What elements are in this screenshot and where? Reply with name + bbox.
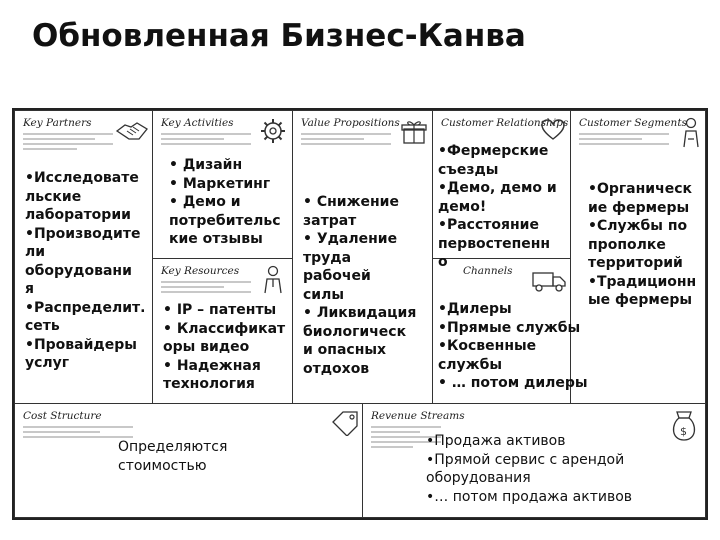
list-item: стоимостью bbox=[118, 457, 207, 474]
block-header: Customer Relationships bbox=[441, 117, 569, 129]
list-item: съезды bbox=[438, 161, 499, 178]
list-item: •Прямые службы bbox=[438, 319, 581, 336]
list-item: • Маркетинг bbox=[169, 175, 271, 192]
list-item: •Службы по bbox=[588, 218, 688, 234]
block-value-propositions bbox=[292, 110, 434, 405]
person-icon bbox=[261, 265, 285, 295]
list-item: •… потом продажа активов bbox=[426, 488, 633, 505]
list-item: • Надежная bbox=[163, 357, 261, 374]
list-item: о bbox=[438, 254, 448, 270]
list-item: демо! bbox=[438, 198, 487, 215]
block-header: Revenue Streams bbox=[371, 410, 465, 422]
list-item: •Продажа активов bbox=[426, 433, 566, 449]
list-item: •Дилеры bbox=[438, 301, 512, 317]
hint-lines bbox=[161, 281, 251, 296]
list-item: •Органическ bbox=[588, 181, 693, 197]
list-item: рабочей bbox=[303, 268, 371, 284]
list-item: ие фермеры bbox=[588, 199, 690, 216]
heart-icon bbox=[541, 119, 565, 141]
list-item: потребительс bbox=[169, 212, 281, 229]
block-key-activities bbox=[152, 110, 294, 260]
list-item: •Производите bbox=[25, 225, 141, 242]
list-item: • Удаление bbox=[303, 231, 398, 247]
list-item: службы bbox=[438, 356, 503, 373]
revenue-streams-text bbox=[426, 432, 632, 506]
list-item: •Провайдеры bbox=[25, 336, 137, 353]
list-item: труда bbox=[303, 249, 352, 266]
list-item: лаборатории bbox=[25, 207, 131, 223]
list-item: • Ликвидация bbox=[303, 305, 417, 321]
list-item: прополке bbox=[588, 236, 666, 253]
block-header: Cost Structure bbox=[23, 410, 102, 422]
list-item: сеть bbox=[25, 318, 60, 334]
block-key-resources bbox=[152, 258, 294, 405]
list-item: территорий bbox=[588, 255, 683, 271]
block-header: Value Propositions bbox=[301, 117, 400, 129]
key-partners-text bbox=[25, 169, 145, 373]
block-header: Key Partners bbox=[23, 117, 92, 129]
list-item: • Демо и bbox=[169, 194, 241, 210]
truck-icon bbox=[531, 269, 567, 293]
hint-lines bbox=[161, 133, 251, 148]
list-item: • Дизайн bbox=[169, 157, 243, 173]
cost-structure-text bbox=[118, 438, 227, 475]
list-item: • … потом дилеры bbox=[438, 375, 588, 391]
block-cost-structure bbox=[14, 403, 364, 518]
handshake-icon bbox=[115, 117, 149, 145]
list-item: •Демо, демо и bbox=[438, 180, 557, 196]
list-item: технология bbox=[163, 376, 255, 392]
key-resources-text bbox=[163, 301, 285, 394]
list-item: •Исследовате bbox=[25, 170, 139, 186]
people-icon bbox=[679, 117, 703, 149]
page-title: Обновленная Бизнес-Канва bbox=[32, 18, 526, 54]
list-item: ые фермеры bbox=[588, 292, 693, 308]
money-bag-icon bbox=[669, 410, 699, 442]
svg-text:$: $ bbox=[680, 425, 687, 438]
block-header: Key Activities bbox=[161, 117, 234, 129]
key-activities-text bbox=[169, 156, 281, 249]
tag-icon bbox=[331, 410, 359, 436]
list-item: Определяются bbox=[118, 439, 228, 455]
list-item: биологическ bbox=[303, 323, 407, 340]
customer-relationships-text bbox=[438, 142, 557, 272]
list-item: •Косвенные bbox=[438, 338, 537, 354]
gift-icon bbox=[401, 119, 427, 145]
list-item: •Фермерские bbox=[438, 143, 549, 159]
channels-text bbox=[438, 300, 588, 393]
list-item: льские bbox=[25, 188, 82, 205]
block-header: Customer Segments bbox=[579, 117, 687, 129]
block-header: Key Resources bbox=[161, 265, 240, 277]
business-model-canvas bbox=[12, 108, 708, 520]
value-propositions-text bbox=[303, 193, 416, 378]
list-item: •Расстояние bbox=[438, 217, 539, 233]
hint-lines bbox=[23, 133, 113, 153]
list-item: •Распределит. bbox=[25, 299, 146, 316]
list-item: оборудовани bbox=[25, 262, 132, 279]
block-key-partners bbox=[14, 110, 154, 405]
list-item: оры видео bbox=[163, 339, 250, 355]
list-item: •Прямой сервис с арендой bbox=[426, 451, 625, 468]
list-item: ли bbox=[25, 244, 46, 260]
gear-icon bbox=[259, 117, 287, 145]
list-item: •Традиционн bbox=[588, 273, 697, 290]
hint-lines bbox=[23, 426, 133, 441]
list-item: кие отзывы bbox=[169, 231, 263, 247]
list-item: и опасных bbox=[303, 342, 387, 358]
list-item: затрат bbox=[303, 212, 357, 229]
list-item: я bbox=[25, 281, 34, 297]
list-item: • IP – патенты bbox=[163, 302, 277, 318]
customer-segments-text bbox=[588, 180, 696, 310]
list-item: первостепенн bbox=[438, 235, 551, 252]
block-header: Channels bbox=[463, 265, 513, 277]
list-item: силы bbox=[303, 286, 345, 303]
list-item: услуг bbox=[25, 355, 70, 371]
hint-lines bbox=[301, 133, 391, 148]
list-item: • Классификат bbox=[163, 320, 286, 337]
list-item: отдохов bbox=[303, 360, 370, 377]
list-item: оборудования bbox=[426, 470, 531, 486]
hint-lines bbox=[579, 133, 669, 148]
list-item: • Снижение bbox=[303, 194, 399, 210]
